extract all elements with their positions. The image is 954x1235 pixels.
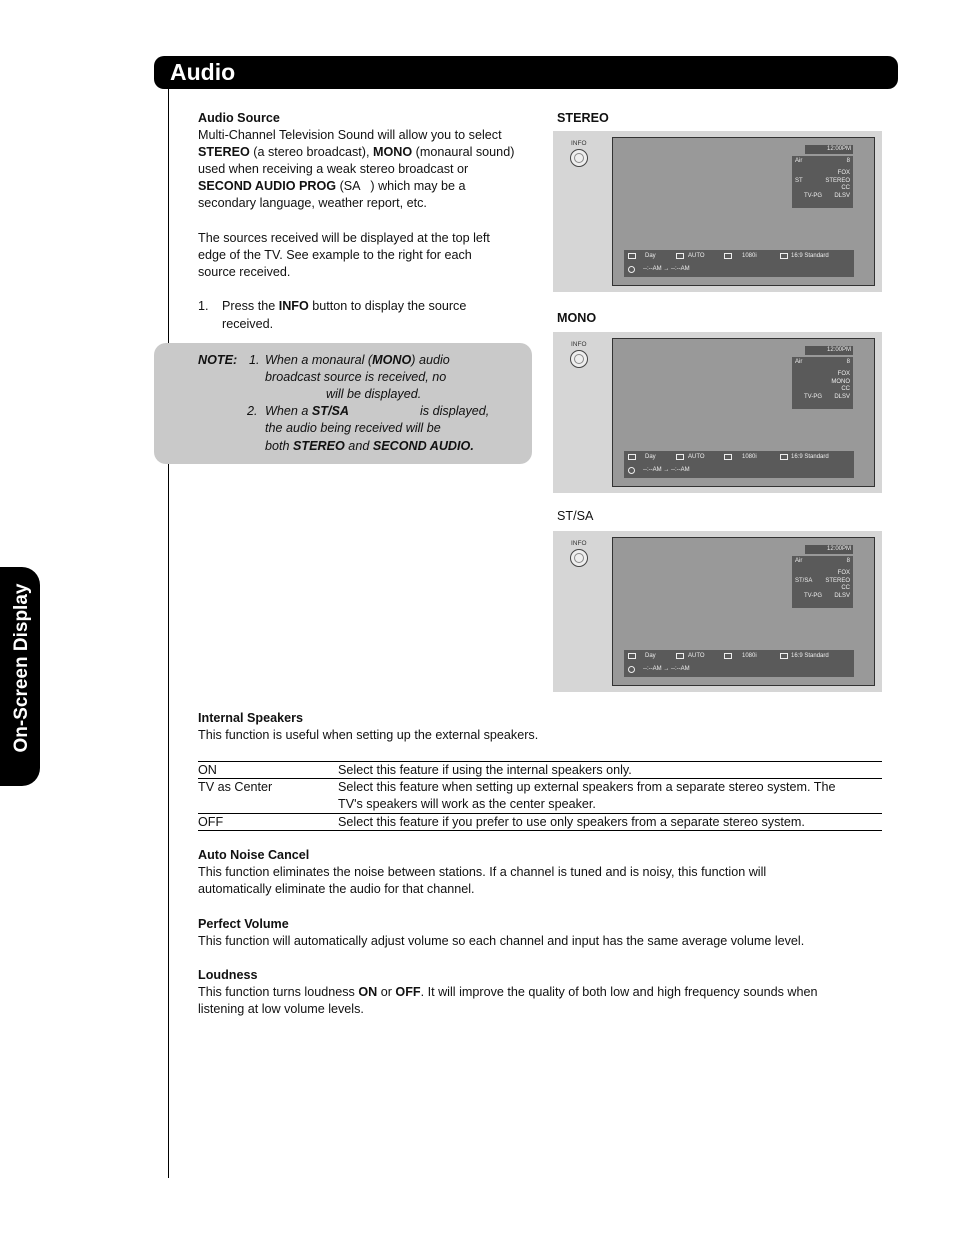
option-on: ON bbox=[198, 763, 217, 777]
clock-icon bbox=[628, 467, 635, 474]
aspect-icon bbox=[780, 454, 788, 460]
screen-label-stsa: ST/SA bbox=[557, 509, 594, 523]
osd-audio-source: ST/SA bbox=[795, 578, 813, 584]
info-button-icon bbox=[570, 549, 588, 567]
note-1-number: 1. bbox=[249, 353, 260, 367]
auto-noise-text: This function eliminates the noise between stations. If a channel is tuned and is noisy, this function will automatically eliminate the audio for that channel. bbox=[198, 865, 767, 896]
osd-time: 12:00PM bbox=[805, 545, 853, 554]
osd-status-bar: Day AUTO 1080i 16:9 Standard --:--AM → --:--AM bbox=[624, 650, 854, 677]
perfect-volume-text: This function will automatically adjust volume so each channel and input has the same average volume level. bbox=[198, 934, 805, 948]
osd-audio-source: ST bbox=[795, 178, 803, 184]
note-1-line2: broadcast source is received, no bbox=[265, 370, 447, 384]
aspect-icon bbox=[780, 653, 788, 659]
aspect-icon bbox=[780, 253, 788, 259]
picture-mode-icon bbox=[628, 454, 636, 460]
internal-speakers-heading: Internal Speakers bbox=[198, 711, 303, 725]
resolution-icon bbox=[724, 653, 732, 659]
p1-line2: STEREO (a stereo broadcast), MONO (monaural sound) bbox=[198, 145, 515, 159]
auto-noise-heading: Auto Noise Cancel bbox=[198, 848, 310, 862]
osd-time: 12:00PM bbox=[805, 346, 853, 355]
clock-icon bbox=[628, 666, 635, 673]
info-button-icon bbox=[570, 350, 588, 368]
note-2-line2: the audio being received will be bbox=[265, 421, 441, 435]
loudness-text: This function turns loudness ON or OFF. It will improve the quality of both low and high frequency sounds when listening at low volume levels. bbox=[198, 985, 818, 1016]
note-2-line1a: When a ST/SA bbox=[265, 404, 349, 418]
section-header bbox=[154, 56, 898, 89]
p1-line3: used when receiving a weak stereo broadcast or bbox=[198, 162, 469, 176]
resolution-icon bbox=[724, 454, 732, 460]
note-2-line1b: is displayed, bbox=[420, 404, 490, 418]
option-on-desc: Select this feature if using the internal speakers only. bbox=[338, 763, 632, 777]
info-label: INFO bbox=[571, 341, 587, 348]
audio-source-para1 bbox=[198, 127, 514, 212]
picture-mode-icon bbox=[628, 653, 636, 659]
page-title: Audio bbox=[170, 59, 236, 85]
step-number: 1. bbox=[198, 299, 209, 313]
screen-label-stereo: STEREO bbox=[557, 111, 609, 125]
p1-line5: secondary language, weather report, etc. bbox=[198, 196, 427, 210]
osd-info-box: Air 8 FOX ST STEREO CC TV-PG DLSV bbox=[792, 156, 853, 208]
step-text: Press the INFO button to display the source received. bbox=[222, 299, 467, 331]
osd-info-box: Air 8 FOX ST/SA STEREO CC TV-PG DLSV bbox=[792, 556, 853, 608]
side-tab bbox=[0, 567, 40, 786]
screen-label-mono: MONO bbox=[557, 311, 597, 325]
sound-icon bbox=[676, 253, 684, 259]
internal-speakers-intro: This function is useful when setting up the external speakers. bbox=[198, 728, 539, 742]
picture-mode-icon bbox=[628, 253, 636, 259]
note-2-number: 2. bbox=[247, 404, 258, 418]
resolution-icon bbox=[724, 253, 732, 259]
note-1-line3: will be displayed. bbox=[326, 387, 422, 401]
p1-line1: Multi-Channel Television Sound will allow you to select bbox=[198, 128, 502, 142]
option-tv-center: TV as Center bbox=[198, 780, 273, 794]
p1-line4: SECOND AUDIO PROG (SA ) which may be a bbox=[198, 179, 466, 193]
option-off: OFF bbox=[198, 815, 224, 829]
audio-source-heading: Audio Source bbox=[198, 111, 280, 125]
info-label: INFO bbox=[571, 540, 587, 547]
perfect-volume-heading: Perfect Volume bbox=[198, 917, 289, 931]
clock-icon bbox=[628, 266, 635, 273]
info-label: INFO bbox=[571, 140, 587, 147]
tv-screen bbox=[612, 137, 875, 286]
option-tv-center-desc: Select this feature when setting up external speakers from a separate stereo system. The TV's speakers will work as the center speaker. bbox=[338, 780, 836, 811]
note-1-line1: When a monaural (MONO) audio bbox=[265, 353, 450, 367]
info-button-icon bbox=[570, 149, 588, 167]
note-label: NOTE: bbox=[198, 353, 238, 367]
side-tab-label: On-Screen Display bbox=[11, 583, 32, 753]
table-rule-bottom bbox=[198, 830, 882, 831]
option-off-desc: Select this feature if you prefer to use only speakers from a separate stereo system. bbox=[338, 815, 805, 829]
note-2-line3: both STEREO and SECOND AUDIO. bbox=[265, 439, 474, 453]
screen-panel-mono bbox=[553, 332, 882, 493]
osd-info-box: Air 8 FOX MONO CC TV-PG DLSV bbox=[792, 357, 853, 409]
tv-screen bbox=[612, 537, 875, 686]
screen-panel-stereo bbox=[553, 131, 882, 292]
tv-screen bbox=[612, 338, 875, 487]
loudness-heading: Loudness bbox=[198, 968, 258, 982]
sound-icon bbox=[676, 454, 684, 460]
osd-status-bar: Day AUTO 1080i 16:9 Standard --:--AM → --:--AM bbox=[624, 250, 854, 277]
osd-time: 12:00PM bbox=[805, 145, 853, 154]
osd-status-bar: Day AUTO 1080i 16:9 Standard --:--AM → --:--AM bbox=[624, 451, 854, 478]
sound-icon bbox=[676, 653, 684, 659]
audio-source-para2: The sources received will be displayed at the top left edge of the TV. See example to the right for each source received. bbox=[198, 231, 490, 279]
screen-panel-stsa bbox=[553, 531, 882, 692]
margin-rule bbox=[168, 88, 169, 1178]
